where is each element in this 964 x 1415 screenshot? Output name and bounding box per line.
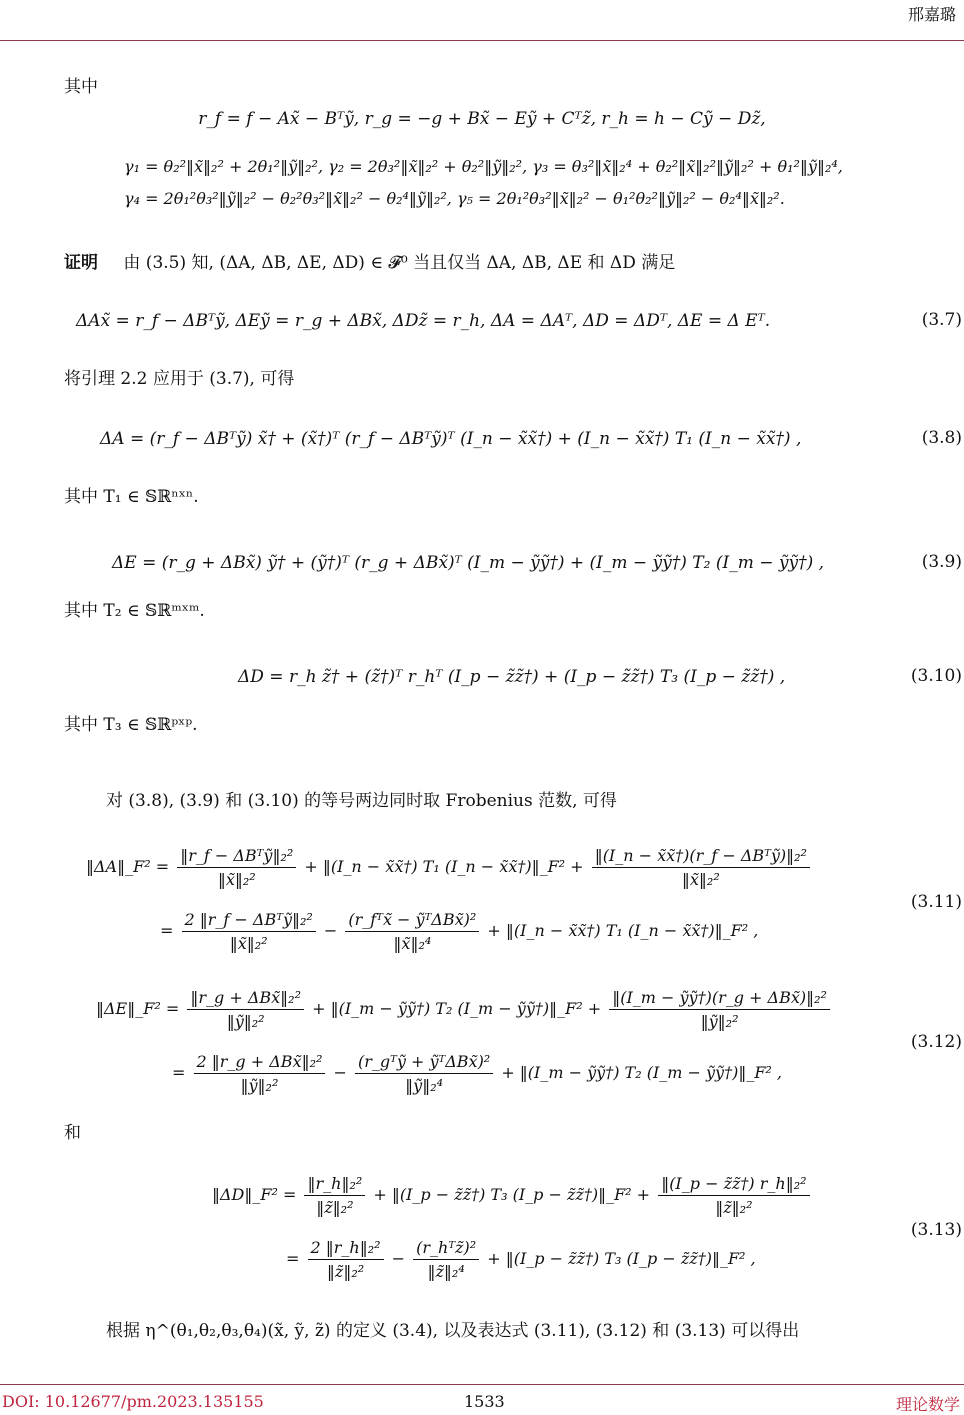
proof-label: 证明	[64, 253, 98, 273]
where-label: 其中	[64, 77, 98, 97]
page-number: 1533	[464, 1392, 505, 1411]
equation-3-12-line-1	[96, 988, 833, 1031]
eq312-fraction-3: $\frac{\text{2 ‖r\_g + ΔBx̃‖₂²}}{\text{‖ỹ‖₂²}}$	[194, 1052, 326, 1095]
eq312-fraction-1: $\frac{\text{‖r\_g + ΔBx̃‖₂²}}{\text{‖ỹ‖₂²}}$	[187, 988, 304, 1031]
equation-3-11-line-2: = $\frac{\text{2 ‖r\_f − ΔBᵀỹ‖₂²}}{\text{‖x̃‖₂²}}$ − $\frac{\text{(r\_fᵀx̃ − ỹᵀΔBx̃)²}}{\text{‖x̃‖₂⁴}}$ + ‖(I_n − x̃x̃†) T₁ (I_n − x̃x̃†)‖_F² ,	[160, 910, 759, 953]
equation-3-7-number: (3.7)	[921, 310, 962, 330]
eq312-fraction-4: $\frac{\text{(r\_gᵀỹ + ỹᵀΔBx̃)²}}{\text{‖ỹ‖₂⁴}}$	[355, 1052, 493, 1095]
footer-rule	[0, 1384, 964, 1385]
equation-3-13-line-2: = $\frac{\text{2 ‖r\_h‖₂²}}{\text{‖z̃‖₂²}}$ − $\frac{\text{(r\_hᵀz̃)²}}{\text{‖z̃‖₂⁴}}$ + ‖(I_p − z̃z̃†) T₃ (I_p − z̃z̃†)‖_F² ,	[286, 1238, 756, 1281]
apply-lemma-text: 将引理 2.2 应用于 (3.7), 可得	[64, 369, 295, 389]
proof-paragraph	[64, 252, 675, 274]
eq313-middle-term: + ‖(I_p − z̃z̃†) T₃ (I_p − z̃z̃†)‖_F² +	[373, 1185, 651, 1204]
and-text: 和	[64, 1123, 81, 1143]
gamma-definitions-line-2: γ₄ = 2θ₁²θ₃²‖ỹ‖₂² − θ₂²θ₃²‖x̃‖₂² − θ₂⁴‖ỹ‖₂², γ₅ = 2θ₁²θ₃²‖x̃‖₂² − θ₁²θ₂²‖ỹ‖₂² − θ₂⁴‖x̃‖₂².	[124, 189, 785, 208]
eq313-lhs: ‖ΔD‖_F² =	[212, 1185, 297, 1204]
journal-name[interactable]: 理论数学	[895, 1395, 960, 1414]
eq312-lhs: ‖ΔE‖_F² =	[96, 999, 180, 1018]
equation-3-10: ΔD = r_h z̃† + (z̃†)ᵀ r_hᵀ (I_p − z̃z̃†) + (I_p − z̃z̃†) T₃ (I_p − z̃z̃†) ,	[238, 667, 786, 687]
doi-link[interactable]: DOI: 10.12677/pm.2023.135155	[2, 1392, 264, 1411]
eq311-tail: + ‖(I_n − x̃x̃†) T₁ (I_n − x̃x̃†)‖_F² ,	[487, 921, 759, 940]
t2-definition: 其中 T₂ ∈ 𝕊ℝᵐˣᵐ.	[64, 601, 205, 621]
equation-3-12-line-2: = $\frac{\text{2 ‖r\_g + ΔBx̃‖₂²}}{\text{‖ỹ‖₂²}}$ − $\frac{\text{(r\_gᵀỹ + ỹᵀΔBx̃)²}}{\text{‖ỹ‖₂⁴}}$ + ‖(I_m − ỹỹ†) T₂ (I_m − ỹỹ†)‖_F² ,	[172, 1052, 783, 1095]
eq311-fraction-2: $\frac{\text{‖(I\_n − x̃x̃†)(r\_f − ΔBᵀỹ)‖₂²}}{\text{‖x̃‖₂²}}$	[592, 846, 810, 889]
eq311-lhs: ‖ΔA‖_F² =	[86, 857, 170, 876]
t1-definition: 其中 T₁ ∈ 𝕊ℝⁿˣⁿ.	[64, 487, 199, 507]
eq311-fraction-4: $\frac{\text{(r\_fᵀx̃ − ỹᵀΔBx̃)²}}{\text{‖x̃‖₂⁴}}$	[345, 910, 479, 953]
equation-3-8-number: (3.8)	[921, 428, 962, 448]
equation-3-11-line-1	[86, 846, 813, 889]
equation-3-13-line-1	[212, 1174, 813, 1217]
eq311-fraction-1: $\frac{\text{‖r\_f − ΔBᵀỹ‖₂²}}{\text{‖x̃‖₂²}}$	[177, 846, 296, 889]
frobenius-text: 对 (3.8), (3.9) 和 (3.10) 的等号两边同时取 Frobenius 范数, 可得	[106, 791, 617, 811]
header-rule	[0, 40, 964, 41]
equation-3-10-number: (3.10)	[910, 666, 962, 686]
t3-definition: 其中 T₃ ∈ 𝕊ℝᵖˣᵖ.	[64, 715, 198, 735]
eq311-fraction-3: $\frac{\text{2 ‖r\_f − ΔBᵀỹ‖₂²}}{\text{‖x̃‖₂²}}$	[182, 910, 316, 953]
equation-3-13-number: (3.13)	[910, 1220, 962, 1240]
equation-3-9-number: (3.9)	[921, 552, 962, 572]
eq313-fraction-3: $\frac{\text{2 ‖r\_h‖₂²}}{\text{‖z̃‖₂²}}$	[308, 1238, 384, 1281]
equation-3-7: ΔAx̃ = r_f − ΔBᵀỹ, ΔEỹ = r_g + ΔBx̃, ΔDz̃ = r_h, ΔA = ΔAᵀ, ΔD = ΔDᵀ, ΔE = Δ Eᵀ.	[76, 311, 771, 331]
equation-3-9: ΔE = (r_g + ΔBx̃) ỹ† + (ỹ†)ᵀ (r_g + ΔBx̃)ᵀ (I_m − ỹỹ†) + (I_m − ỹỹ†) T₂ (I_m − ỹỹ†) ,	[112, 553, 825, 573]
proof-text: 由 (3.5) 知, (ΔA, ΔB, ΔE, ΔD) ∈ 𝓕⁰ 当且仅当 ΔA, ΔB, ΔE 和 ΔD 满足	[123, 253, 676, 273]
eq312-fraction-2: $\frac{\text{‖(I\_m − ỹỹ†)(r\_g + ΔBx̃)‖₂²}}{\text{‖ỹ‖₂²}}$	[609, 988, 830, 1031]
eq313-fraction-1: $\frac{\text{‖r\_h‖₂²}}{\text{‖z̃‖₂²}}$	[304, 1174, 365, 1217]
equation-3-8: ΔA = (r_f − ΔBᵀỹ) x̃† + (x̃†)ᵀ (r_f − ΔBᵀỹ)ᵀ (I_n − x̃x̃†) + (I_n − x̃x̃†) T₁ (I_n − x̃x̃†) ,	[100, 429, 802, 449]
equation-3-11-number: (3.11)	[910, 892, 962, 912]
eq312-middle-term: + ‖(I_m − ỹỹ†) T₂ (I_m − ỹỹ†)‖_F² +	[312, 999, 602, 1018]
eq313-fraction-4: $\frac{\text{(r\_hᵀz̃)²}}{\text{‖z̃‖₂⁴}}$	[413, 1238, 479, 1281]
gamma-definitions-line-1: γ₁ = θ₂²‖x̃‖₂² + 2θ₁²‖ỹ‖₂², γ₂ = 2θ₃²‖x̃‖₂² + θ₂²‖ỹ‖₂², γ₃ = θ₃²‖x̃‖₂⁴ + θ₂²‖x̃‖₂²‖ỹ‖₂² + θ₁²‖ỹ‖₂⁴,	[124, 157, 843, 176]
eq311-middle-term: + ‖(I_n − x̃x̃†) T₁ (I_n − x̃x̃†)‖_F² +	[304, 857, 584, 876]
header-author: 邢嘉璐	[907, 5, 956, 24]
eq313-tail: + ‖(I_p − z̃z̃†) T₃ (I_p − z̃z̃†)‖_F² ,	[487, 1249, 756, 1268]
final-paragraph: 根据 η^(θ₁,θ₂,θ₃,θ₄)(x̃, ỹ, z̃) 的定义 (3.4), 以及表达式 (3.11), (3.12) 和 (3.13) 可以得出	[106, 1321, 800, 1341]
equation-3-12-number: (3.12)	[910, 1032, 962, 1052]
eq313-fraction-2: $\frac{\text{‖(I\_p − z̃z̃†) r\_h‖₂²}}{\text{‖z̃‖₂²}}$	[658, 1174, 809, 1217]
eq312-tail: + ‖(I_m − ỹỹ†) T₂ (I_m − ỹỹ†)‖_F² ,	[501, 1063, 783, 1082]
residual-definitions: r_f = f − Ax̃ − Bᵀỹ, r_g = −g + Bx̃ − Eỹ + Cᵀz̃, r_h = h − Cỹ − Dz̃,	[198, 109, 766, 129]
